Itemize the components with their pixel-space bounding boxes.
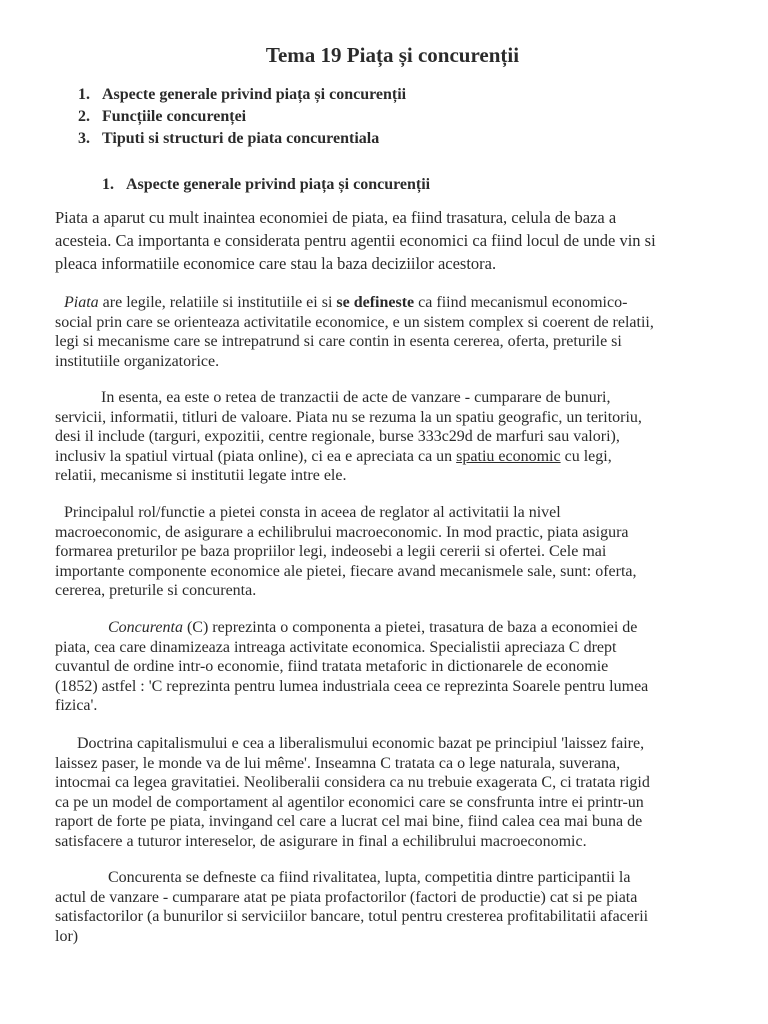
paragraph-line: actul de vanzare - cumparare atat pe piata profactorilor (factori de productie) cat si pe piata	[55, 888, 638, 906]
outline-number: 3.	[78, 130, 90, 147]
outline-text: Tiputi si structuri de piata concurentiala	[102, 130, 380, 147]
paragraph-line: formarea preturilor pe baza propriilor legi, indeosebi a legii cererii si ofertei. Cele mai	[55, 543, 607, 561]
paragraph-line: macroeconomic, de asigurare a echilibrului macroeconomic. In mod practic, piata asigura	[55, 523, 629, 541]
paragraph-5	[55, 618, 745, 716]
paragraph-line: acesteia. Ca importanta e considerata pentru agentii economici ca fiind locul de unde vin si	[55, 231, 656, 250]
outline-item	[78, 106, 768, 128]
outline-number: 1.	[78, 86, 90, 103]
paragraph-line: lor)	[55, 927, 79, 945]
paragraph-line: fizica'.	[55, 697, 98, 715]
section-number: 1.	[102, 176, 114, 193]
paragraph-line: desi il include (targuri, expozitii, centre regionale, burse 333c29d de marfuri sau valori),	[55, 428, 620, 446]
text-run: cu legi,	[560, 447, 612, 465]
section-heading	[102, 174, 768, 196]
paragraph-line	[55, 293, 745, 313]
outline-text: Funcțiile concurenței	[102, 108, 247, 125]
italic-term: Concurenta	[108, 619, 183, 636]
paragraph-line: laissez paser, le monde va de lui même'. Inseamna C tratata ca o lege naturala, suverana,	[55, 754, 621, 772]
outline-number: 2.	[78, 108, 90, 125]
paragraph-7	[55, 868, 745, 946]
italic-term: Piata	[64, 294, 99, 311]
paragraph-line: satisfacere a tuturor intereselor, de asigurare in final a echilibrului macroeconomic.	[55, 832, 587, 850]
text-run: inclusiv la spatiul virtual (piata online), ci ea e apreciata ca un	[55, 447, 457, 465]
paragraph-line: cererea, preturile si concurenta.	[55, 582, 257, 600]
paragraph-line	[55, 618, 745, 638]
paragraph-line: Principalul rol/functie a pietei consta in aceea de reglator al activitatii la nivel	[64, 504, 561, 521]
paragraph-line: piata, cea care dinamizeaza intreaga activitate economica. Specialistii apreciaza C drept	[55, 638, 617, 656]
outline-list	[78, 84, 768, 150]
section-title: Aspecte generale privind piața și concurenții	[126, 176, 431, 193]
paragraph-3	[55, 388, 745, 486]
paragraph-line: Doctrina capitalismului e cea a liberalismului economic bazat pe principiul 'laissez faire,	[77, 735, 645, 752]
paragraph-line: Concurenta se defneste ca fiind rivalitatea, lupta, competitia dintre participantii la	[108, 869, 631, 886]
bold-term: se defineste	[336, 294, 415, 311]
paragraph-line: social prin care se orienteaza activitatile economice, e un sistem complex si coerent de relatii,	[55, 313, 654, 331]
paragraph-line: Piata a aparut cu mult inaintea economiei de piata, ea fiind trasatura, celula de baza a	[55, 208, 617, 227]
paragraph-line	[55, 447, 745, 467]
paragraph-line: ca pe un model de comportament al agentilor economici care se consfrunta intre ei printr-un	[55, 793, 644, 811]
text-run: (C) reprezinta o componenta a pietei, trasatura de baza a economiei de	[182, 619, 638, 636]
paragraph-line: In esenta, ea este o retea de tranzactii de acte de vanzare - cumparare de bunuri,	[101, 389, 611, 406]
paragraph-line: institutiile organizatorice.	[55, 352, 220, 370]
paragraph-line: relatii, mecanisme si institutii legate intre ele.	[55, 467, 347, 485]
paragraph-6	[55, 734, 745, 852]
paragraph-4	[55, 503, 745, 601]
paragraph-line: importante componente economice ale pietei, fiecare avand mecanismele sale, sunt: oferta,	[55, 562, 637, 580]
paragraph-line: intocmai ca legea gravitatiei. Neoliberalii considera ca nu trebuie exagerata C, ci tratata rigid	[55, 774, 650, 792]
paragraph-line: servicii, informatii, titluri de valoare. Piata nu se rezuma la un spatiu geografic, un teritoriu,	[55, 408, 642, 426]
text-run: ca fiind mecanismul economico-	[414, 294, 628, 311]
paragraph-line: satisfactorilor (a bunurilor si serviciilor bancare, totul pentru cresterea profitabilitatii afacerii	[55, 908, 649, 926]
outline-item	[78, 128, 768, 150]
paragraph-line: raport de forte pe piata, invingand cel care a lucrat cel mai bine, fiind calea cea mai buna de	[55, 813, 643, 831]
paragraph-2	[55, 293, 745, 371]
outline-item	[78, 84, 768, 106]
paragraph-1	[55, 206, 745, 275]
paragraph-line: (1852) astfel : 'C reprezinta pentru lumea industriala ceea ce reprezinta Soarele pentru lumea	[55, 677, 649, 695]
underlined-term: spatiu economic	[456, 447, 561, 465]
paragraph-line: cuvantul de ordine intr-o economie, fiind tratata metaforic in dictionarele de economie	[55, 658, 609, 676]
outline-text: Aspecte generale privind piața și concurenții	[102, 86, 407, 103]
page-title: Tema 19 Piața și concurenții	[265, 43, 520, 67]
text-run: are legile, relatiile si institutiile ei si	[98, 294, 337, 311]
paragraph-line: legi si mecanisme care se intrepatrund si care contin in esenta cererea, oferta, preturile si	[55, 333, 622, 351]
paragraph-line: pleaca informatiile economice care stau la baza deciziilor acestora.	[55, 254, 497, 273]
